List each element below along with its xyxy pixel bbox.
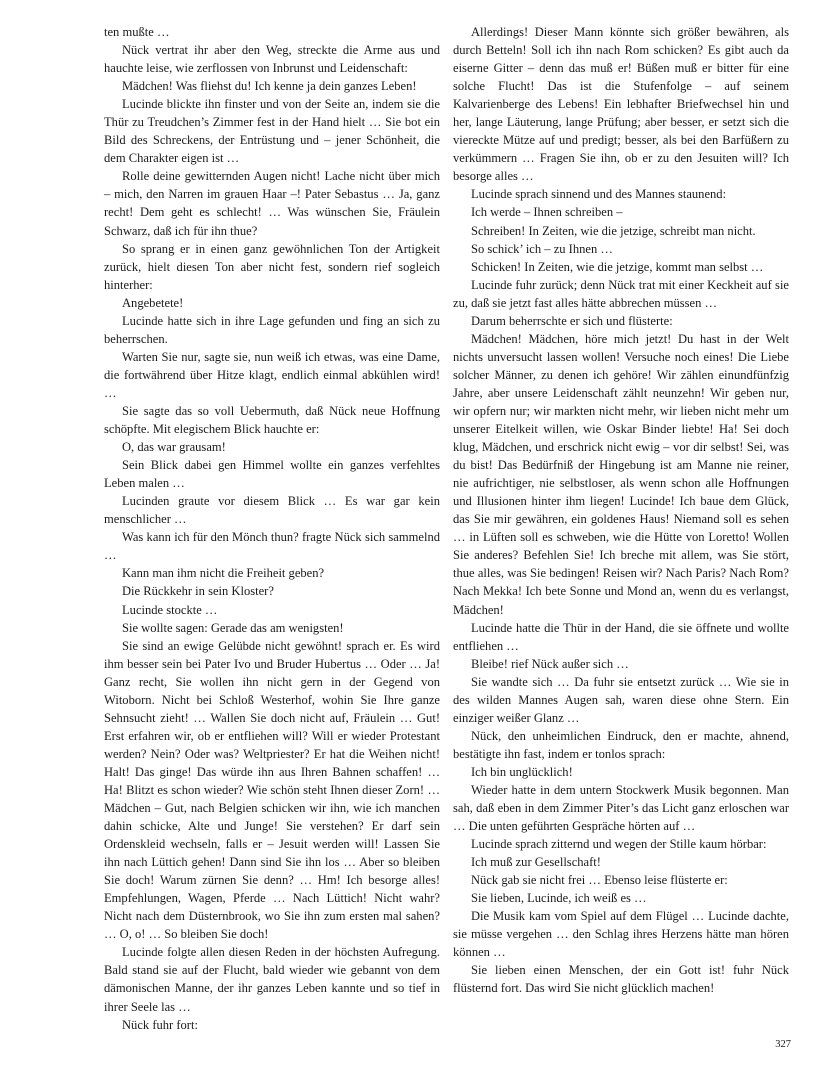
paragraph: Lucinde sprach zitternd und wegen der Stille kaum hörbar:	[471, 837, 767, 852]
paragraph: Nück fuhr fort:	[122, 1017, 198, 1032]
paragraph: Ich muß zur Gesellschaft!	[471, 855, 601, 870]
paragraph: O, das war grausam!	[122, 440, 226, 455]
paragraph: Nück, den unheimlichen Eindruck, den er machte, ahnend, bestätigte ihn fast, indem er tonlos sprach:	[453, 728, 789, 761]
paragraph: Nück vertrat ihr aber den Weg, streckte die Arme aus und hauchte leise, wie zerflossen von Inbrunst und Leidenschaft:	[104, 43, 440, 76]
paragraph: Lucinde hatte die Thür in der Hand, die sie öffnete und wollte entfliehen …	[453, 620, 789, 653]
paragraph: Schreiben! In Zeiten, wie die jetzige, schreibt man nicht.	[471, 223, 756, 238]
paragraph: Wieder hatte in dem untern Stockwerk Musik begonnen. Man sah, daß eben in dem Zimmer Piter’s das Licht ganz erloschen war … Die unten geführten Gespräche hörten auf …	[453, 782, 789, 834]
paragraph: Warten Sie nur, sagte sie, nun weiß ich etwas, was eine Dame, die fortwährend über Hitze klagt, endlich einmal abkühlen wird! …	[104, 349, 440, 400]
paragraph: Mädchen! Was fliehst du! Ich kenne ja dein ganzes Leben!	[122, 79, 417, 94]
paragraph: Sie lieben, Lucinde, ich weiß es …	[471, 891, 647, 906]
left-column	[104, 23, 440, 1034]
paragraph: So sprang er in einen ganz gewöhnlichen Ton der Artigkeit zurück, hielt diesen Ton aber nicht fest, sondern rief sogleich hinterher:	[104, 241, 440, 292]
paragraph: Lucinde blickte ihn finster und von der Seite an, indem sie die Thür zu Treudchen’s Zimmer fest in der Hand hielt … Sie bot ein Bild des Schreckens, der Entrüstung und – jener Schönheit, die dem Charakter eigen ist …	[104, 97, 440, 166]
paragraph: Nück gab sie nicht frei … Ebenso leise flüsterte er:	[471, 873, 728, 888]
paragraph: Sie sind an ewige Gelübde nicht gewöhnt! sprach er. Es wird ihm besser sein bei Pater Ivo und Bruder Hubertus … Oder … Ja! Ganz recht, Sie wollen ihn nicht gern in der Gegend von Witoborn. Nicht bei Schloß Westerhof, wohin Sie Ihre ganze Sehnsucht zieht! … Wallen Sie doch nicht auf, Fräulein … Gut! Erst erfahren wir, ob er entfliehen will? Will er wieder Protestant werden? Nein? Oder was? Weltpriester? Er hat die Weihen nicht! Halt! Das ginge! Das würde ihn aus Ihren Bahnen schaffen! … Ha! Blitzt es schon wieder? Wie schön steht Ihnen dieser Zorn! … Mädchen – Gut, nach Belgien schicken wir ihn, wie ich manchen dahin schicke, Alte und Junge! Sie verstehen? Er darf sein Ordenskleid wechseln, falls er – Jesuit werden will! Lassen Sie ihn nach Lüttich gehen! Dann sind Sie ihn los … Aber so bleiben Sie doch! Warum zürnen Sie denn? … Hm! Ich besorge alles! Empfehlungen, Wagen, Pferde … Nach Lüttich! Nicht wahr? Nicht nach dem Düsternbrook, wo Sie ihn zum ersten mal sahen? … O, o! … So bleiben Sie doch!	[104, 638, 440, 942]
paragraph: Lucinde sprach sinnend und des Mannes staunend:	[471, 187, 727, 202]
paragraph: Bleibe! rief Nück außer sich …	[471, 656, 629, 671]
paragraph: Rolle deine gewitternden Augen nicht! Lache nicht über mich – mich, den Narren im grauen Haar –! Pater Sebastus … Ja, ganz recht! Dem geht es schlecht! … Was wünschen Sie, Fräulein Schwarz, daß ich für ihn thue?	[104, 169, 440, 238]
paragraph: Sie wandte sich … Da fuhr sie entsetzt zurück … Wie sie in des wilden Mannes Augen sah, waren diese ohne Stern. Ein einziger weißer Glanz …	[453, 674, 789, 725]
paragraph: Sein Blick dabei gen Himmel wollte ein ganzes verfehltes Leben malen …	[104, 458, 440, 491]
paragraph: Allerdings! Dieser Mann könnte sich größer bewähren, als durch Betteln! Soll ich ihn nach Rom schicken? Es gibt auch da eiserne Gitter – denn das muß er! Büßen muß er bitter für eine solche Flucht! Das ist die Stufenfolge – auf seinem Kalvarienberge des Lebens! Ein lebhafter Briefwechsel hin und her, lange Läuterung, lange Prüfung; aber besser, er setzt sich die viereckte Mütze auf und predigt; besser, als bei den Barfüßern zu verkümmern … Fragen Sie ihn, ob er zu den Jesuiten will? Ich besorge alles …	[453, 25, 789, 184]
paragraph: Lucinde hatte sich in ihre Lage gefunden und fing an sich zu beherrschen.	[104, 313, 440, 346]
paragraph: Die Rückkehr in sein Kloster?	[122, 584, 274, 599]
paragraph: Sie lieben einen Menschen, der ein Gott ist! fuhr Nück flüsternd fort. Das wird Sie nicht glücklich machen!	[453, 963, 789, 996]
paragraph: Lucinde folgte allen diesen Reden in der höchsten Aufregung. Bald stand sie auf der Flucht, bald wieder wie gebannt von dem dämonischen Manne, der ihr ganzes Leben kannte und so tief in ihrer Seele las …	[104, 945, 440, 1014]
paragraph: Schicken! In Zeiten, wie die jetzige, kommt man selbst …	[471, 259, 764, 274]
paragraph: Ich bin unglücklich!	[471, 764, 573, 779]
paragraph: ten mußte …	[104, 25, 170, 39]
paragraph: Was kann ich für den Mönch thun? fragte Nück sich sammelnd …	[104, 530, 440, 563]
paragraph: Darum beherrschte er sich und flüsterte:	[471, 313, 673, 328]
paragraph: Die Musik kam vom Spiel auf dem Flügel … Lucinde dachte, sie müsse vergehen … den Schlag ihres Herzens hätte man hören können …	[453, 909, 789, 960]
paragraph: Sie sagte das so voll Uebermuth, daß Nück neue Hoffnung schöpfte. Mit elegischem Blick hauchte er:	[104, 403, 440, 437]
paragraph: Lucinden graute vor diesem Blick … Es war gar kein menschlicher …	[104, 494, 440, 527]
page-number: 327	[775, 1039, 791, 1050]
paragraph: So schick’ ich – zu Ihnen …	[471, 241, 613, 256]
paragraph: Angebetete!	[122, 295, 184, 310]
paragraph: Ich werde – Ihnen schreiben –	[471, 205, 623, 220]
paragraph: Sie wollte sagen: Gerade das am wenigsten!	[122, 620, 344, 635]
paragraph: Lucinde stockte …	[122, 602, 218, 617]
right-column	[453, 23, 789, 998]
paragraph: Kann man ihm nicht die Freiheit geben?	[122, 566, 325, 581]
paragraph: Lucinde fuhr zurück; denn Nück trat mit einer Keckheit auf sie zu, daß sie jetzt fast alles hätte abbrechen müssen …	[453, 277, 789, 310]
paragraph: Mädchen! Mädchen, höre mich jetzt! Du hast in der Welt nichts unversucht lassen wollen! Versuche noch eines! Die Liebe solcher Männer, zu denen ich gehöre! Wir zählen einundfünfzig Jahre, aber unsere Leidenschaft zählt neunzehn! Wir geben nur, wir opfern nur; wir markten nicht mehr, wir lieben nicht mehr um unserer Eitelkeit willen, wie Oskar Binder liebte! Ha! Sei doch klug, Mädchen, und erschrick nicht ewig – vor dir selbst! Sei, was du bist! Das Bedürfniß der Hingebung ist am Manne nie reiner, nie aufrichtiger, nie selbstloser, als wenn schon alle Hoffnungen und Illusionen hinter ihm liegen! Lucinde! Ich baue dem Glück, das Sie mir gewähren, ein goldenes Haus! Niemand soll es sehen … in Lüften soll es schweben, wie die Hütte von Loretto! Wollen Sie anderes? Befehlen Sie! Ich breche mit allem, was Sie stört, thue alles, was Sie bedingen! Reisen wir? Nach Paris? Nach Rom? Nach Mekka! Ich bete Sonne und Mond an, wenn du es verlangst, Mädchen!	[453, 331, 789, 617]
